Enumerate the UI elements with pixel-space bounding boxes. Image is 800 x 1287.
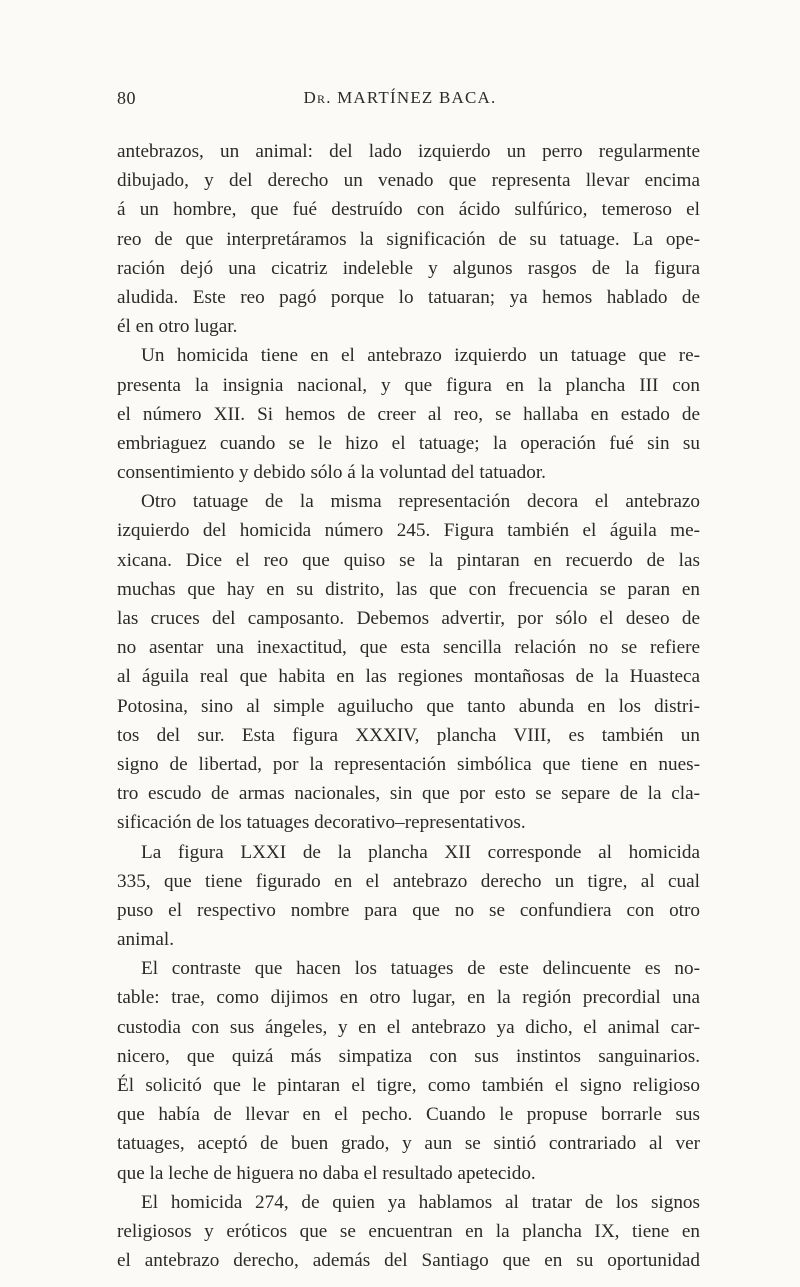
text-line: El homicida 274, de quien ya hablamos al tratar de los signos — [141, 1191, 700, 1213]
text-line: nicero, que quizá más simpatiza con sus instintos sanguinarios. — [117, 1045, 700, 1067]
text-line: las cruces del camposanto. Debemos advertir, por sólo el deseo de — [117, 608, 700, 629]
text-line: embriaguez cuando se le hizo el tatuage; la operación fué sin su — [117, 432, 700, 454]
text-line: al águila real que habita en las regiones montañosas de la Huasteca — [117, 666, 700, 688]
text-line: Un homicida tiene en el antebrazo izquierdo un tatuage que re- — [141, 345, 700, 367]
text-line: xicana. Dice el reo que quiso se la pintaran en recuerdo de las — [117, 549, 700, 571]
text-line: La figura LXXI de la plancha XII corresponde al homicida — [141, 841, 700, 863]
text-line: que la leche de higuera no daba el resultado apetecido. — [117, 1162, 536, 1184]
text-line: signo de libertad, por la representación simbólica que tiene en nues- — [117, 753, 700, 775]
text-line: tos del sur. Esta figura XXXIV, plancha VIII, es también un — [117, 724, 700, 746]
text-line: él en otro lugar. — [117, 316, 238, 338]
text-line: 335, que tiene figurado en el antebrazo derecho un tigre, al cual — [117, 870, 700, 892]
text-line: tro escudo de armas nacionales, sin que por esto se separe de la cla- — [117, 783, 700, 805]
text-line: muchas que hay en su distrito, las que con frecuencia se paran en — [117, 578, 700, 600]
text-line: reo de que interpretáramos la significación de su tatuage. La ope- — [117, 228, 700, 250]
page-number: 80 — [117, 88, 136, 108]
running-title: Dr. MARTÍNEZ BACA. — [303, 88, 497, 107]
text-line: izquierdo del homicida número 245. Figura también el águila me- — [117, 520, 700, 542]
text-line: El contraste que hacen los tatuages de este delincuente es no- — [141, 958, 700, 980]
text-line: ración dejó una cicatriz indeleble y algunos rasgos de la figura — [117, 257, 700, 279]
text-line: religiosos y eróticos que se encuentran en la plancha IX, tiene en — [117, 1220, 700, 1242]
text-line: á un hombre, que fué destruído con ácido sulfúrico, temeroso el — [117, 199, 700, 221]
text-line: puso el respectivo nombre para que no se confundiera con otro — [117, 899, 700, 921]
text-line: Él solicitó que le pintaran el tigre, como también el signo religioso — [117, 1075, 700, 1096]
body-text — [117, 137, 700, 1275]
text-line: sificación de los tatuages decorativo–representativos. — [117, 812, 526, 834]
text-line: presenta la insignia nacional, y que figura en la plancha III con — [117, 374, 700, 396]
text-line: no asentar una inexactitud, que esta sencilla relación no se refiere — [117, 637, 700, 659]
text-line: tatuages, aceptó de buen grado, y aun se sintió contrariado al ver — [117, 1133, 700, 1155]
text-line: dibujado, y del derecho un venado que representa llevar encima — [117, 170, 700, 192]
text-line: Potosina, sino al simple aguilucho que tanto abunda en los distri- — [117, 695, 700, 717]
text-line: el antebrazo derecho, además del Santiago que en su oportunidad — [117, 1250, 700, 1272]
text-line: table: trae, como dijimos en otro lugar, en la región precordial una — [117, 987, 700, 1009]
text-line: que había de llevar en el pecho. Cuando le propuse borrarle sus — [117, 1104, 700, 1126]
text-line: custodia con sus ángeles, y en el antebrazo ya dicho, el animal car- — [117, 1016, 700, 1038]
text-line: aludida. Este reo pagó porque lo tatuaran; ya hemos hablado de — [117, 286, 700, 308]
text-line: antebrazos, un animal: del lado izquierdo un perro regularmente — [117, 141, 700, 162]
text-line: el número XII. Si hemos de creer al reo, se hallaba en estado de — [117, 403, 700, 425]
text-line: animal. — [117, 929, 175, 951]
running-head — [0, 88, 800, 112]
text-line: consentimiento y debido sólo á la voluntad del tatuador. — [117, 462, 546, 484]
text-line: Otro tatuage de la misma representación decora el antebrazo — [141, 491, 700, 513]
